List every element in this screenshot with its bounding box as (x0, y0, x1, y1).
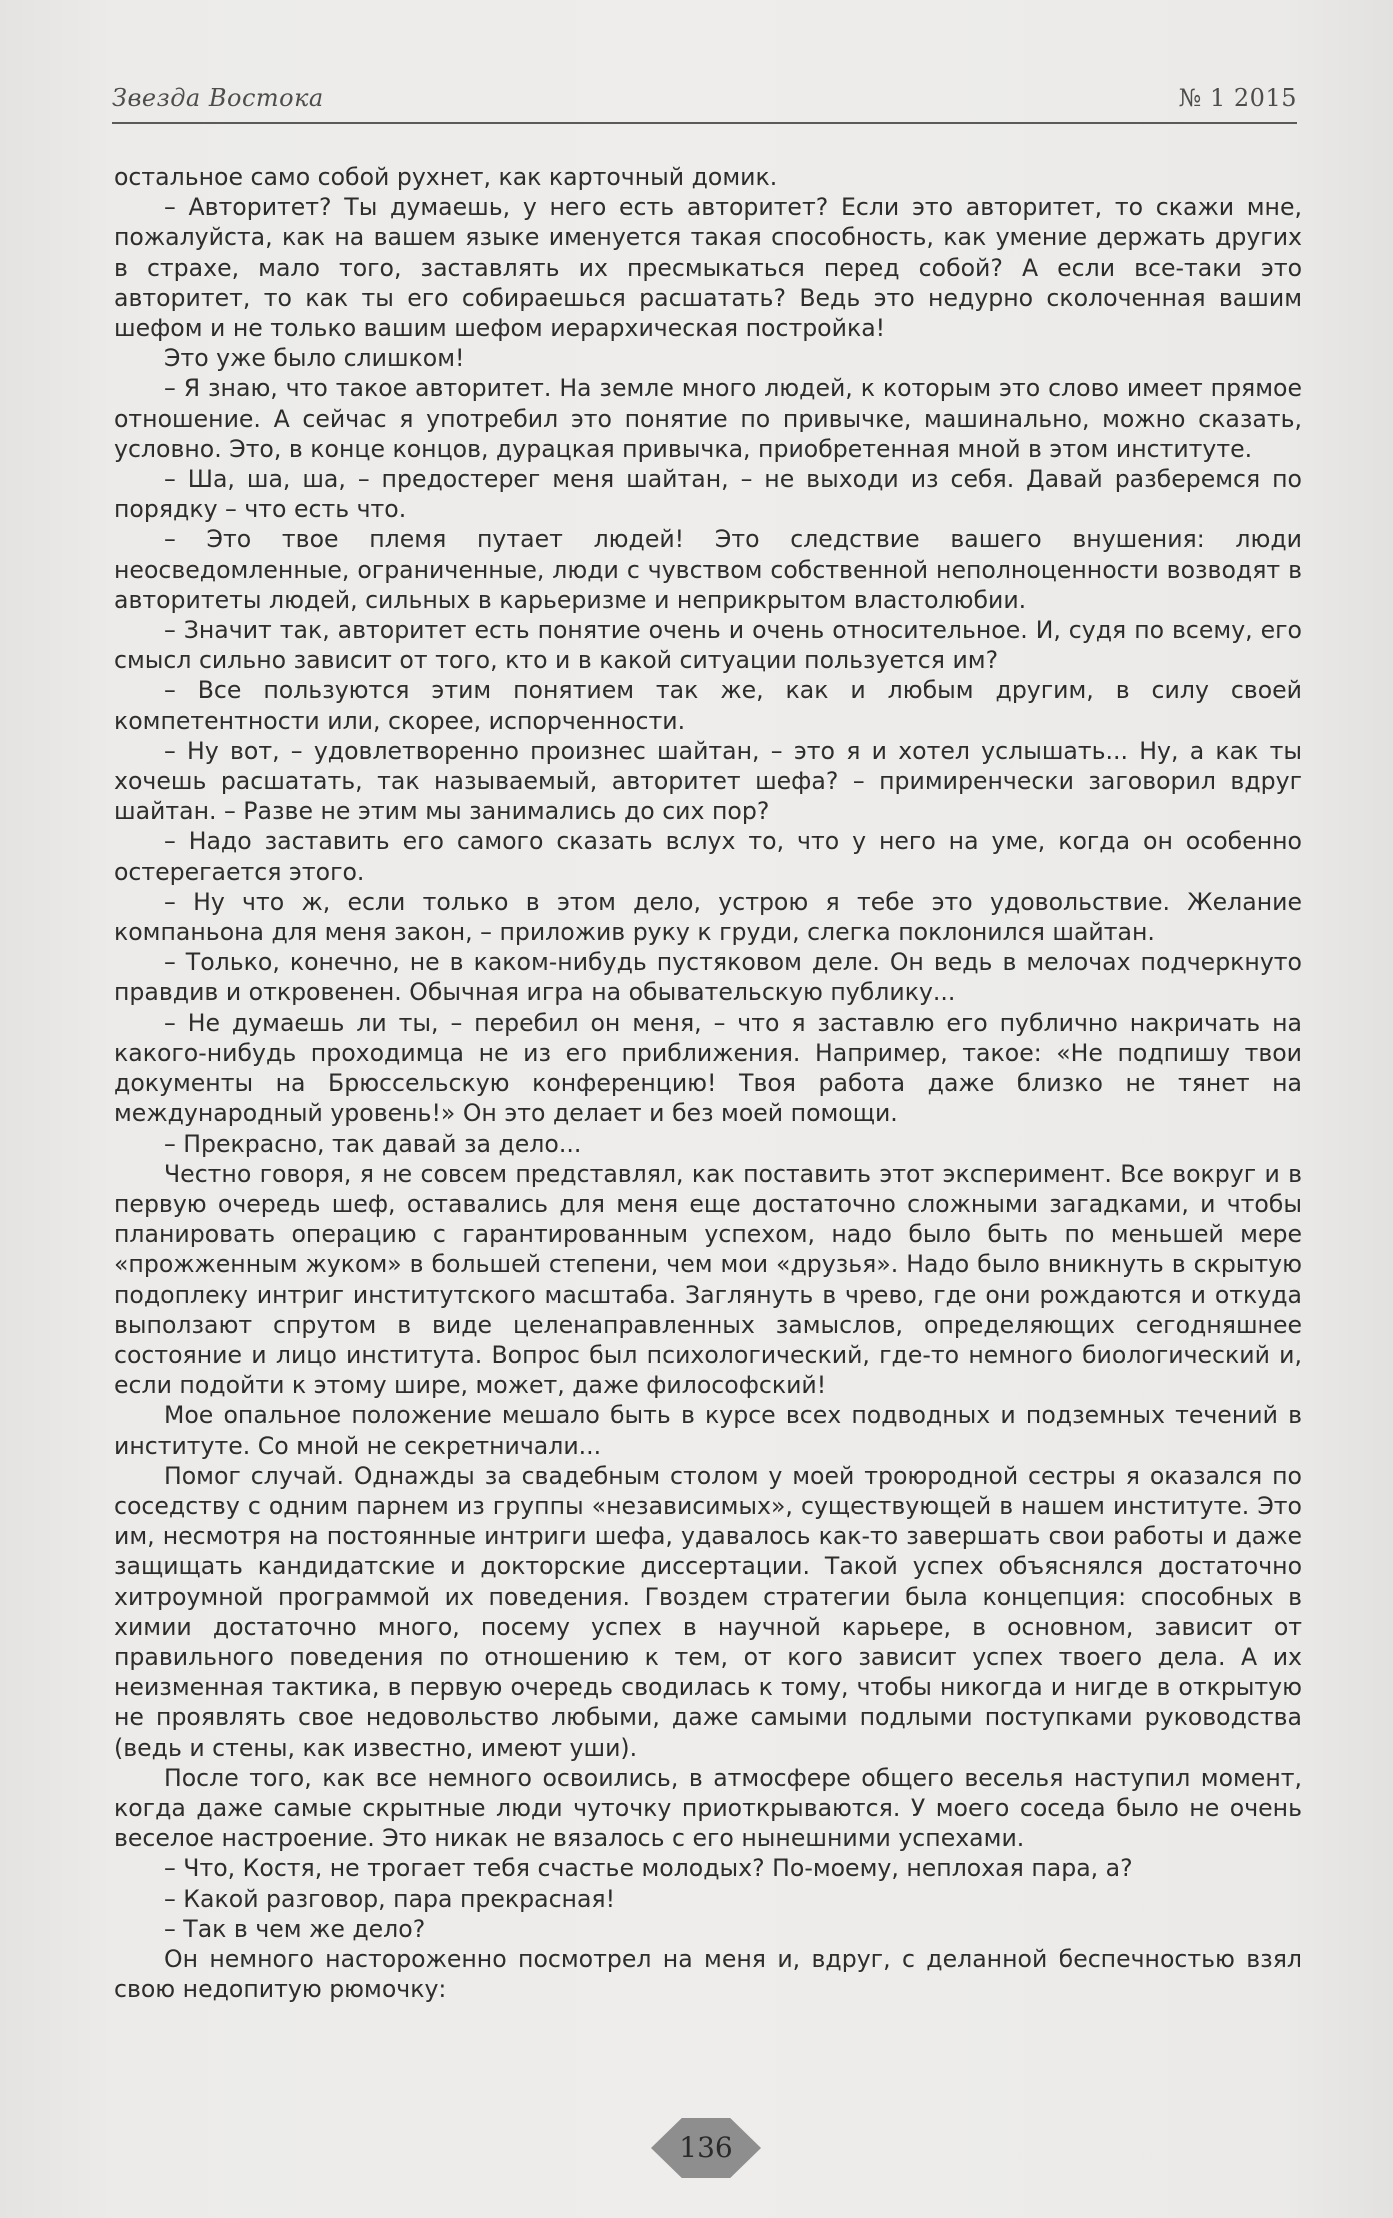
paragraph: – Ну что ж, если только в этом дело, устрою я тебе это удовольствие. Желание компаньона для меня закон, – приложив руку к груди, слегка поклонился шайтан. (114, 887, 1302, 947)
paragraph: – Авторитет? Ты думаешь, у него есть авторитет? Если это авторитет, то скажи мне, пожалуйста, как на вашем языке именуется такая способность, как умение держать других в страхе, мало того, заставлять их пресмыкаться перед собой? А если все-таки это авторитет, то как ты его собираешься расшатать? Ведь это недурно сколоченная вашим шефом и не только вашим шефом иерархическая постройка! (114, 193, 1302, 343)
paragraph: – Не думаешь ли ты, – перебил он меня, – что я заставлю его публично накричать на какого-нибудь проходимца не из его приближения. Например, такое: «Не подпишу твои документы на Брюссельскую конференцию! Твоя работа даже близко не тянет на международный уровень!» Он это делает и без моей помощи. (114, 1008, 1302, 1128)
paragraph: – Прекрасно, так давай за дело... (164, 1129, 582, 1158)
issue-number: № 1 2015 (1178, 84, 1297, 112)
paragraph: – Что, Костя, не трогает тебя счастье молодых? По-моему, неплохая пара, а? (164, 1854, 1133, 1883)
paragraph: – Какой разговор, пара прекрасная! (164, 1884, 616, 1913)
paragraph: – Надо заставить его самого сказать вслух то, что у него на уме, когда он особенно остерегается этого. (114, 827, 1302, 886)
paragraph: Мое опальное положение мешало быть в курсе всех подводных и подземных течений в институте. Со мной не секретничали... (114, 1401, 1302, 1460)
paragraph: Помог случай. Однажды за свадебным столом у моей троюродной сестры я оказался по соседству с одним парнем из группы «независимых», существующей в нашем институте. Это им, несмотря на постоянные интриги шефа, удавалось как-то завершать свои работы и даже защищать кандидатские и докторские диссертации. Такой успех объяснялся достаточно хитроумной программой их поведения. Гвоздем стратегии была концепция: способных в химии достаточно много, посему успех в научной карьере, в основном, зависит от правильного поведения по отношению к тем, от кого зависит успех твоего дела. А их неизменная тактика, в первую очередь сводилась к тому, чтобы никогда и нигде в открытую не проявлять свое недовольство любыми, даже самыми подлыми поступками руководства (ведь и стены, как известно, имеют уши). (114, 1461, 1302, 1762)
paragraph: – Все пользуются этим понятием так же, как и любым другим, в силу своей компетентности или, скорее, испорченности. (114, 676, 1302, 735)
paragraph: Это уже было слишком! (164, 344, 465, 373)
paragraph: – Так в чем же дело? (164, 1914, 426, 1943)
paragraph: – Ша, ша, ша, – предостерег меня шайтан, – не выходи из себя. Давай разберемся по порядку – что есть что. (114, 465, 1302, 524)
body-text (114, 162, 1302, 2004)
paragraph: Честно говоря, я не совсем представлял, как поставить этот эксперимент. Все вокруг и в первую очередь шеф, оставались для меня еще достаточно сложными загадками, и чтобы планировать операцию с гарантированным успехом, надо было быть по меньшей мере «прожженным жуком» в большей степени, чем мои «друзья». Надо было вникнуть в скрытую подоплеку интриг институтского масштаба. Заглянуть в чрево, где они рождаются и откуда выползают спрутом в виде целенаправленных замыслов, определяющих сегодняшнее состояние и лицо института. Вопрос был психологический, где-то немного биологический и, если подойти к этому шире, может, даже философский! (114, 1159, 1302, 1400)
paragraph: После того, как все немного освоились, в атмосфере общего веселья наступил момент, когда даже самые скрытные люди чуточку приоткрываются. У моего соседа было не очень веселое настроение. Это никак не вязалось с его нынешними успехами. (114, 1763, 1302, 1853)
page-number-badge (651, 2118, 761, 2178)
paragraph: остальное само собой рухнет, как карточный домик. (114, 163, 778, 191)
journal-title: Звезда Востока (112, 84, 324, 112)
paragraph: – Ну вот, – удовлетворенно произнес шайтан, – это я и хотел услышать... Ну, а как ты хочешь расшатать, так называемый, авторитет шефа? – примиренчески заговорил вдруг шайтан. – Разве не этим мы занимались до сих пор? (114, 736, 1302, 826)
running-header (112, 82, 1297, 124)
paragraph: Он немного настороженно посмотрел на меня и, вдруг, с деланной беспечностью взял свою недопитую рюмочку: (114, 1944, 1302, 2004)
page-number: 136 (679, 2131, 733, 2164)
paragraph: – Значит так, авторитет есть понятие очень и очень относительное. И, судя по всему, его смысл сильно зависит от того, кто и в какой ситуации пользуется им? (114, 616, 1302, 675)
paragraph: – Только, конечно, не в каком-нибудь пустяковом деле. Он ведь в мелочах подчеркнуто правдив и откровенен. Обычная игра на обывательскую публику... (114, 948, 1302, 1007)
paragraph: – Это твое племя путает людей! Это следствие вашего внушения: люди неосведомленные, ограниченные, люди с чувством собственной неполноценности возводят в авторитеты людей, сильных в карьеризме и неприкрытом властолюбии. (114, 525, 1302, 614)
paragraph: – Я знаю, что такое авторитет. На земле много людей, к которым это слово имеет прямое отношение. А сейчас я употребил это понятие по привычке, машинально, можно сказать, условно. Это, в конце концов, дурацкая привычка, приобретенная мной в этом институте. (114, 374, 1302, 463)
